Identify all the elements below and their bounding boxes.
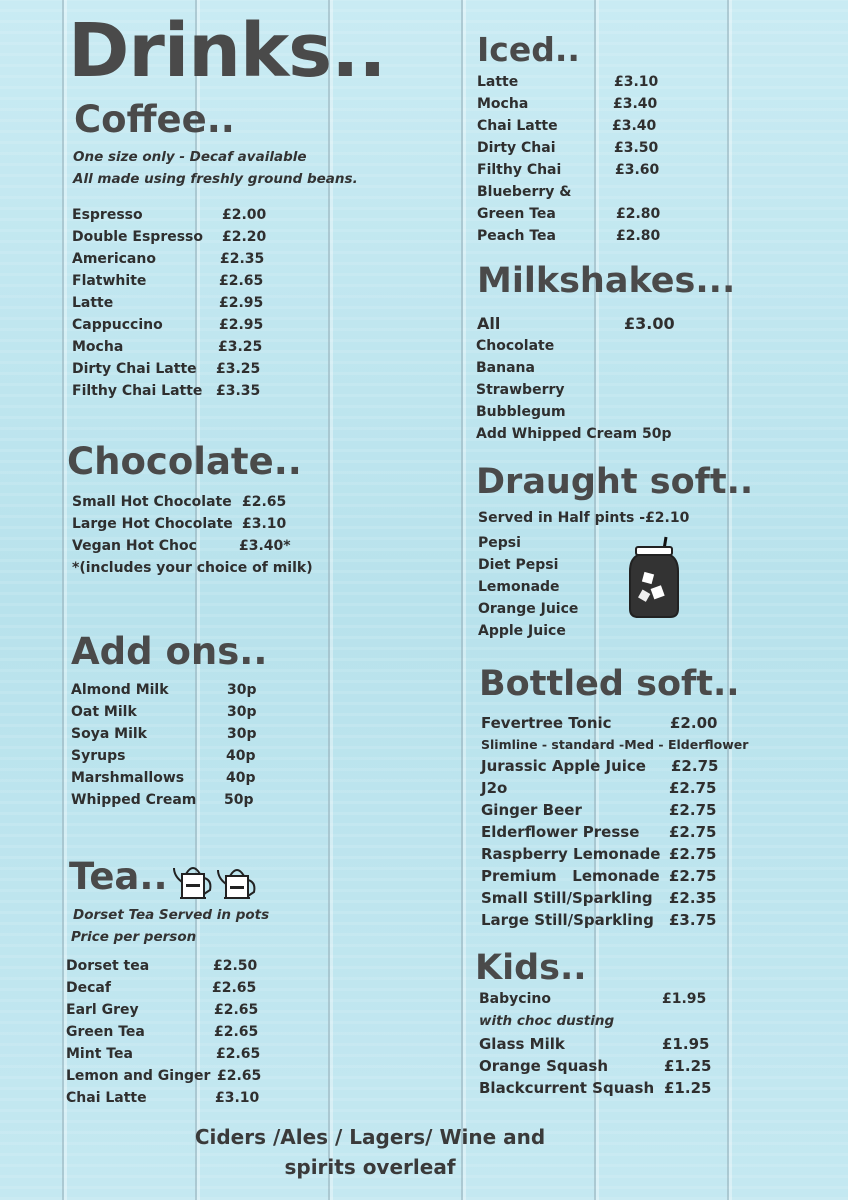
list-item: Chocolate bbox=[476, 338, 555, 354]
list-item bbox=[481, 821, 718, 843]
bottled-list bbox=[481, 755, 718, 931]
list-item bbox=[72, 358, 266, 380]
item-price: £2.75 bbox=[671, 757, 719, 775]
item-name: Mint Tea bbox=[66, 1046, 133, 1062]
milkshakes-all-label: All bbox=[477, 314, 501, 333]
list-item bbox=[72, 491, 291, 513]
list-item bbox=[477, 93, 660, 115]
list-item bbox=[72, 226, 266, 248]
list-item bbox=[481, 799, 718, 821]
item-name: Latte bbox=[72, 295, 114, 311]
item-name: J2o bbox=[481, 779, 508, 797]
item-price: £2.65 bbox=[219, 273, 264, 289]
list-item bbox=[71, 789, 257, 811]
item-price: £1.95 bbox=[662, 1035, 710, 1053]
item-price: £2.75 bbox=[669, 823, 717, 841]
item-name: Small Hot Chocolate bbox=[72, 494, 232, 510]
list-item bbox=[72, 513, 291, 535]
item-name: Espresso bbox=[72, 207, 143, 223]
item-name: Premium Lemonade bbox=[481, 867, 660, 885]
item-price: 30p bbox=[227, 726, 257, 742]
kids-heading: Kids.. bbox=[475, 948, 587, 988]
item-name: Blueberry & bbox=[477, 184, 572, 200]
footer-overleaf-note bbox=[150, 1122, 590, 1182]
coffee-list bbox=[72, 204, 266, 402]
addons-list bbox=[71, 679, 257, 811]
teapots-icon bbox=[172, 858, 264, 904]
item-price: 40p bbox=[226, 770, 256, 786]
list-item: Add Whipped Cream 50p bbox=[476, 426, 672, 442]
item-name: Syrups bbox=[71, 748, 126, 764]
item-name: Filthy Chai Latte bbox=[72, 383, 203, 399]
list-item bbox=[66, 999, 261, 1021]
coffee-note-decaf: One size only - Decaf available bbox=[73, 149, 307, 165]
list-item bbox=[71, 767, 257, 789]
item-name: Dirty Chai Latte bbox=[72, 361, 197, 377]
list-item: Banana bbox=[476, 360, 535, 376]
item-price: £3.50 bbox=[614, 140, 659, 156]
item-price: £3.10 bbox=[242, 516, 287, 532]
addons-heading: Add ons.. bbox=[71, 630, 268, 673]
list-item bbox=[477, 159, 660, 181]
milkshakes-flavour-list bbox=[476, 335, 671, 445]
page-title: Drinks.. bbox=[68, 8, 386, 94]
bottled-heading: Bottled soft.. bbox=[479, 664, 740, 704]
coffee-heading: Coffee.. bbox=[74, 98, 235, 141]
list-item bbox=[481, 755, 718, 777]
list-item bbox=[72, 535, 291, 557]
list-item bbox=[477, 225, 660, 247]
list-item: Lemonade bbox=[478, 579, 560, 595]
list-item bbox=[481, 777, 718, 799]
drink-jar-icon bbox=[628, 535, 682, 621]
item-price: £3.25 bbox=[216, 361, 261, 377]
list-item bbox=[66, 1021, 261, 1043]
item-price: £2.65 bbox=[214, 1002, 259, 1018]
iced-list bbox=[477, 71, 660, 247]
item-name: Oat Milk bbox=[71, 704, 137, 720]
list-item bbox=[71, 701, 257, 723]
item-price: £2.95 bbox=[219, 317, 264, 333]
list-item bbox=[72, 292, 266, 314]
item-name: Chai Latte bbox=[477, 118, 558, 134]
item-price: 30p bbox=[227, 704, 257, 720]
item-name: Double Espresso bbox=[72, 229, 203, 245]
list-item bbox=[66, 1065, 261, 1087]
item-name: Filthy Chai bbox=[477, 162, 562, 178]
item-price: £1.25 bbox=[664, 1057, 712, 1075]
list-item bbox=[477, 137, 660, 159]
item-price: £2.65 bbox=[242, 494, 287, 510]
item-price: £2.80 bbox=[616, 228, 661, 244]
list-item bbox=[72, 204, 266, 226]
list-item bbox=[477, 203, 660, 225]
list-item bbox=[477, 71, 660, 93]
list-item bbox=[66, 1043, 261, 1065]
item-name: Cappuccino bbox=[72, 317, 163, 333]
chocolate-list bbox=[72, 491, 291, 557]
list-item bbox=[481, 887, 718, 909]
list-item bbox=[477, 115, 660, 137]
item-price: £2.75 bbox=[669, 801, 717, 819]
item-name: Decaf bbox=[66, 980, 111, 996]
list-item bbox=[479, 1077, 711, 1099]
list-item bbox=[72, 314, 266, 336]
item-price: £1.25 bbox=[664, 1079, 712, 1097]
list-item bbox=[71, 679, 257, 701]
item-price: £3.40* bbox=[239, 538, 291, 554]
list-item bbox=[481, 843, 718, 865]
list-item: Strawberry bbox=[476, 382, 565, 398]
item-name: Soya Milk bbox=[71, 726, 147, 742]
item-name: Ginger Beer bbox=[481, 801, 582, 819]
item-price: £2.95 bbox=[219, 295, 264, 311]
bottled-tonic-varieties: Slimline - standard -Med - Elderflower bbox=[481, 737, 749, 752]
list-item bbox=[71, 723, 257, 745]
item-price: £2.20 bbox=[222, 229, 267, 245]
item-price: £2.75 bbox=[669, 845, 717, 863]
item-name: Green Tea bbox=[477, 206, 556, 222]
item-price: £2.80 bbox=[616, 206, 661, 222]
item-name: Raspberry Lemonade bbox=[481, 845, 661, 863]
item-name: Blackcurrent Squash bbox=[479, 1079, 655, 1097]
item-name: Large Still/Sparkling bbox=[481, 911, 654, 929]
list-item bbox=[479, 1055, 711, 1077]
item-price: £3.10 bbox=[215, 1090, 260, 1106]
item-name: Dirty Chai bbox=[477, 140, 556, 156]
item-name: Vegan Hot Choc bbox=[72, 538, 197, 554]
list-item: Pepsi bbox=[478, 535, 521, 551]
footer-line-2: spirits overleaf bbox=[284, 1155, 456, 1179]
list-item bbox=[481, 865, 718, 887]
item-price: £2.00 bbox=[222, 207, 267, 223]
iced-heading: Iced.. bbox=[477, 30, 580, 69]
footer-line-1: Ciders /Ales / Lagers/ Wine and bbox=[194, 1125, 546, 1149]
item-price: 40p bbox=[226, 748, 256, 764]
kids-list bbox=[479, 1033, 711, 1099]
item-price: £2.35 bbox=[669, 889, 717, 907]
kids-babycino-name: Babycino bbox=[479, 991, 551, 1007]
item-name: Dorset tea bbox=[66, 958, 150, 974]
list-item: Apple Juice bbox=[478, 623, 566, 639]
item-price: £2.50 bbox=[213, 958, 258, 974]
item-price: £3.60 bbox=[615, 162, 660, 178]
item-price: £2.65 bbox=[217, 1068, 262, 1084]
item-name: Small Still/Sparkling bbox=[481, 889, 653, 907]
item-price: £2.65 bbox=[216, 1046, 261, 1062]
list-item bbox=[72, 270, 266, 292]
item-price: £3.75 bbox=[669, 911, 717, 929]
item-price: £3.35 bbox=[216, 383, 261, 399]
tea-note-pots: Dorset Tea Served in pots bbox=[73, 907, 270, 923]
item-name: Flatwhite bbox=[72, 273, 147, 289]
chocolate-heading: Chocolate.. bbox=[67, 440, 302, 483]
item-price: £2.65 bbox=[212, 980, 257, 996]
item-name: Almond Milk bbox=[71, 682, 169, 698]
item-price: £2.35 bbox=[220, 251, 265, 267]
list-item: Diet Pepsi bbox=[478, 557, 559, 573]
item-price: £2.75 bbox=[669, 779, 717, 797]
chocolate-milk-note: *(includes your choice of milk) bbox=[72, 560, 313, 576]
item-name: Earl Grey bbox=[66, 1002, 139, 1018]
list-item bbox=[72, 380, 266, 402]
list-item: Orange Juice bbox=[478, 601, 579, 617]
item-price: £3.40 bbox=[612, 118, 657, 134]
item-name: Glass Milk bbox=[479, 1035, 565, 1053]
item-name: Mocha bbox=[477, 96, 529, 112]
draught-list bbox=[478, 532, 578, 642]
bottled-tonic-price: £2.00 bbox=[670, 714, 718, 732]
list-item bbox=[481, 909, 718, 931]
item-name: Lemon and Ginger bbox=[66, 1068, 211, 1084]
item-name: Mocha bbox=[72, 339, 124, 355]
item-name: Peach Tea bbox=[477, 228, 556, 244]
item-price: £3.25 bbox=[218, 339, 263, 355]
item-price: £2.65 bbox=[214, 1024, 259, 1040]
kids-babycino-price: £1.95 bbox=[662, 991, 707, 1007]
item-name: Whipped Cream bbox=[71, 792, 197, 808]
tea-note-price: Price per person bbox=[71, 929, 197, 945]
milkshakes-heading: Milkshakes... bbox=[477, 261, 736, 301]
tea-list bbox=[66, 955, 261, 1109]
list-item bbox=[477, 181, 660, 203]
item-name: Latte bbox=[477, 74, 519, 90]
item-price: £3.10 bbox=[614, 74, 659, 90]
milkshakes-all-price: £3.00 bbox=[624, 314, 675, 333]
list-item bbox=[66, 1087, 261, 1109]
list-item bbox=[72, 336, 266, 358]
list-item bbox=[66, 977, 261, 999]
item-name: Green Tea bbox=[66, 1024, 145, 1040]
item-price: 50p bbox=[224, 792, 254, 808]
item-name: Jurassic Apple Juice bbox=[481, 757, 646, 775]
list-item bbox=[72, 248, 266, 270]
list-item bbox=[71, 745, 257, 767]
coffee-note-beans: All made using freshly ground beans. bbox=[73, 171, 358, 187]
item-name: Large Hot Chocolate bbox=[72, 516, 233, 532]
list-item bbox=[479, 1033, 711, 1055]
item-price: 30p bbox=[227, 682, 257, 698]
kids-babycino-note: with choc dusting bbox=[479, 1013, 615, 1029]
item-name: Orange Squash bbox=[479, 1057, 609, 1075]
tea-heading: Tea.. bbox=[69, 855, 168, 898]
list-item: Bubblegum bbox=[476, 404, 566, 420]
bottled-tonic-name: Fevertree Tonic bbox=[481, 714, 612, 732]
item-name: Marshmallows bbox=[71, 770, 185, 786]
item-price: £3.40 bbox=[613, 96, 658, 112]
item-name: Elderflower Presse bbox=[481, 823, 640, 841]
draught-heading: Draught soft.. bbox=[476, 462, 754, 502]
item-name: Americano bbox=[72, 251, 156, 267]
list-item bbox=[66, 955, 261, 977]
draught-note: Served in Half pints -£2.10 bbox=[478, 510, 690, 526]
item-name: Chai Latte bbox=[66, 1090, 147, 1106]
item-price: £2.75 bbox=[669, 867, 717, 885]
